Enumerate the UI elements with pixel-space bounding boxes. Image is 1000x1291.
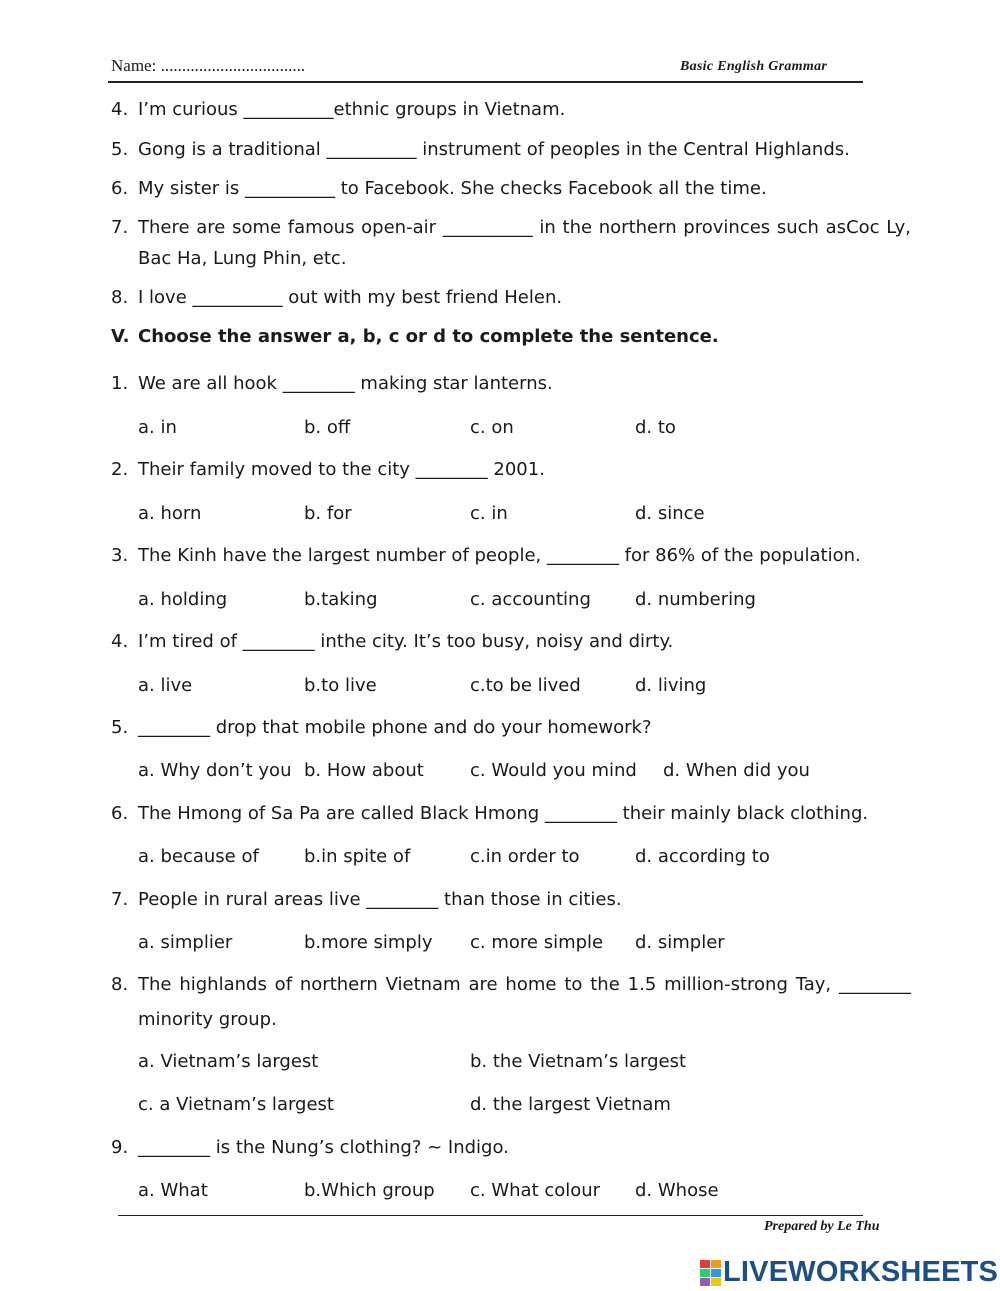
author-credit: Prepared by Le Thu (764, 1219, 880, 1234)
option-b[interactable]: b.in spite of (304, 846, 411, 867)
option-d[interactable]: d. living (635, 675, 707, 696)
logo-square (711, 1269, 721, 1277)
option-b[interactable]: b. How about (304, 760, 424, 781)
option-c[interactable]: c. on (470, 417, 514, 438)
option-c[interactable]: c. in (470, 503, 508, 524)
logo-square (711, 1278, 721, 1286)
option-d[interactable]: d. to (635, 417, 676, 438)
option-b[interactable]: b.taking (304, 589, 378, 610)
option-a[interactable]: a. live (138, 675, 193, 696)
option-d[interactable]: d. the largest Vietnam (470, 1094, 671, 1115)
option-b[interactable]: b. the Vietnam’s largest (470, 1051, 687, 1072)
student-name-field: Name: .................................. (111, 56, 306, 75)
option-a[interactable]: a. What (138, 1180, 208, 1201)
option-b[interactable]: b.more simply (304, 932, 433, 953)
option-a[interactable]: a. Vietnam’s largest (138, 1051, 319, 1072)
liveworksheets-logo-icon (700, 1260, 721, 1286)
option-b[interactable]: b.to live (304, 675, 377, 696)
option-d[interactable]: d. according to (635, 846, 770, 867)
header-divider (108, 81, 863, 83)
option-b[interactable]: b. off (304, 417, 351, 438)
option-a[interactable]: a. horn (138, 503, 202, 524)
footer-divider (118, 1215, 863, 1216)
liveworksheets-logo[interactable] (700, 1256, 998, 1289)
option-c[interactable]: c.in order to (470, 846, 580, 867)
option-d[interactable]: d. simpler (635, 932, 725, 953)
option-a[interactable]: a. simplier (138, 932, 233, 953)
option-c[interactable]: c. What colour (470, 1180, 601, 1201)
option-c[interactable]: c. a Vietnam’s largest (138, 1094, 334, 1115)
option-c[interactable]: c. more simple (470, 932, 604, 953)
logo-text: LIVEWORKSHEETS (723, 1256, 999, 1288)
worksheet-brand: Basic English Grammar (680, 59, 828, 74)
option-a[interactable]: a. holding (138, 589, 228, 610)
logo-square (700, 1278, 710, 1286)
option-b[interactable]: b.Which group (304, 1180, 435, 1201)
logo-square (711, 1260, 721, 1268)
option-d[interactable]: d. since (635, 503, 705, 524)
option-b[interactable]: b. for (304, 503, 352, 524)
logo-square (700, 1260, 710, 1268)
option-c[interactable]: c.to be lived (470, 675, 581, 696)
option-c[interactable]: c. Would you mind (470, 760, 637, 781)
option-a[interactable]: a. Why don’t you (138, 760, 292, 781)
logo-square (700, 1269, 710, 1277)
option-d[interactable]: d. numbering (635, 589, 756, 610)
option-a[interactable]: a. because of (138, 846, 259, 867)
option-c[interactable]: c. accounting (470, 589, 591, 610)
option-d[interactable]: d. When did you (663, 760, 810, 781)
option-d[interactable]: d. Whose (635, 1180, 719, 1201)
option-a[interactable]: a. in (138, 417, 177, 438)
